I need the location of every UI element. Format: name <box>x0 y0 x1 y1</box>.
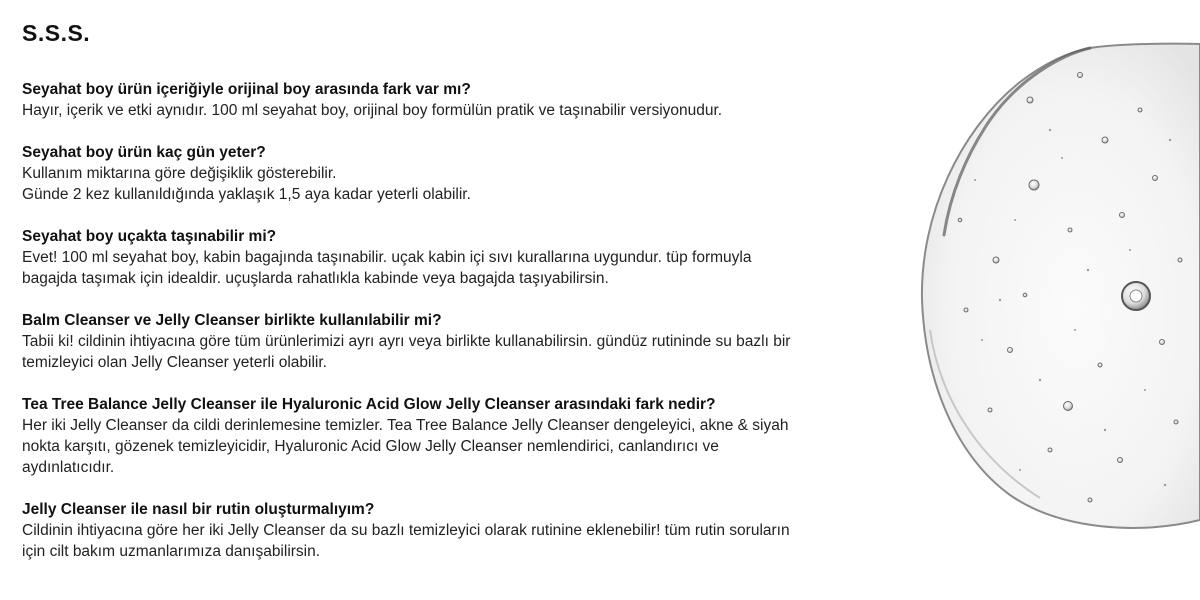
faq-answer <box>22 100 888 121</box>
faq-answer <box>22 163 888 205</box>
faq-item <box>22 226 888 289</box>
faq-answer-line: bagajda taşımak için idealdir. uçuşlarda rahatlıkla kabinde veya bagajda taşıyabilirsin. <box>22 270 609 287</box>
faq-answer-line: temizleyici olan Jelly Cleanser yeterli olabilir. <box>22 354 327 371</box>
faq-question: Balm Cleanser ve Jelly Cleanser birlikte kullanılabilir mi? <box>22 312 442 329</box>
faq-answer-line: Evet! 100 ml seyahat boy, kabin bagajında taşınabilir. uçak kabin içi sıvı kurallarına uygundur. tüp formuyla <box>22 249 752 266</box>
faq-answer-line: Günde 2 kez kullanıldığında yaklaşık 1,5 aya kadar yeterli olabilir. <box>22 186 471 203</box>
faq-question: Seyahat boy uçakta taşınabilir mi? <box>22 228 277 245</box>
faq-answer <box>22 415 888 478</box>
faq-item <box>22 499 888 562</box>
faq-question: Tea Tree Balance Jelly Cleanser ile Hyaluronic Acid Glow Jelly Cleanser arasındaki fark nedir? <box>22 396 716 413</box>
faq-answer-line: aydınlatıcıdır. <box>22 459 115 476</box>
gel-droplet-icon <box>900 30 1200 550</box>
faq-item <box>22 310 888 373</box>
page-title: S.S.S. <box>22 20 91 46</box>
faq-answer-line: Her iki Jelly Cleanser da cildi derinlemesine temizler. Tea Tree Balance Jelly Cleanser dengeleyici, akne & siyah <box>22 417 789 434</box>
faq-item <box>22 142 888 205</box>
faq-answer-line: Cildinin ihtiyacına göre her iki Jelly Cleanser da su bazlı temizleyici olarak rutinine eklenebilir! tüm rutin soruların <box>22 522 790 539</box>
faq-answer-line: için cilt bakım uzmanlarımıza danışabilirsin. <box>22 543 321 560</box>
faq-answer <box>22 520 888 562</box>
faq-item <box>22 79 888 121</box>
faq-answer-line: Kullanım miktarına göre değişiklik gösterebilir. <box>22 165 337 182</box>
faq-answer <box>22 247 888 289</box>
faq-question: Jelly Cleanser ile nasıl bir rutin oluşturmalıyım? <box>22 501 375 518</box>
faq-question: Seyahat boy ürün içeriğiyle orijinal boy arasında fark var mı? <box>22 81 471 98</box>
faq-item <box>22 394 888 478</box>
gel-droplet-image <box>900 30 1200 550</box>
faq-list <box>22 79 888 583</box>
gel-droplet-shape <box>922 44 1200 528</box>
faq-answer-line: nokta karşıtı, gözenek temizleyicidir, Hyaluronic Acid Glow Jelly Cleanser nemlendirici, canlandırıcı ve <box>22 438 719 455</box>
faq-question: Seyahat boy ürün kaç gün yeter? <box>22 144 266 161</box>
faq-answer-line: Hayır, içerik ve etki aynıdır. 100 ml seyahat boy, orijinal boy formülün pratik ve taşınabilir versiyonudur. <box>22 102 723 119</box>
faq-answer <box>22 331 888 373</box>
faq-answer-line: Tabii ki! cildinin ihtiyacına göre tüm ürünlerimizi ayrı ayrı veya birlikte kullanabilirsin. gündüz rutininde su bazlı bir <box>22 333 791 350</box>
